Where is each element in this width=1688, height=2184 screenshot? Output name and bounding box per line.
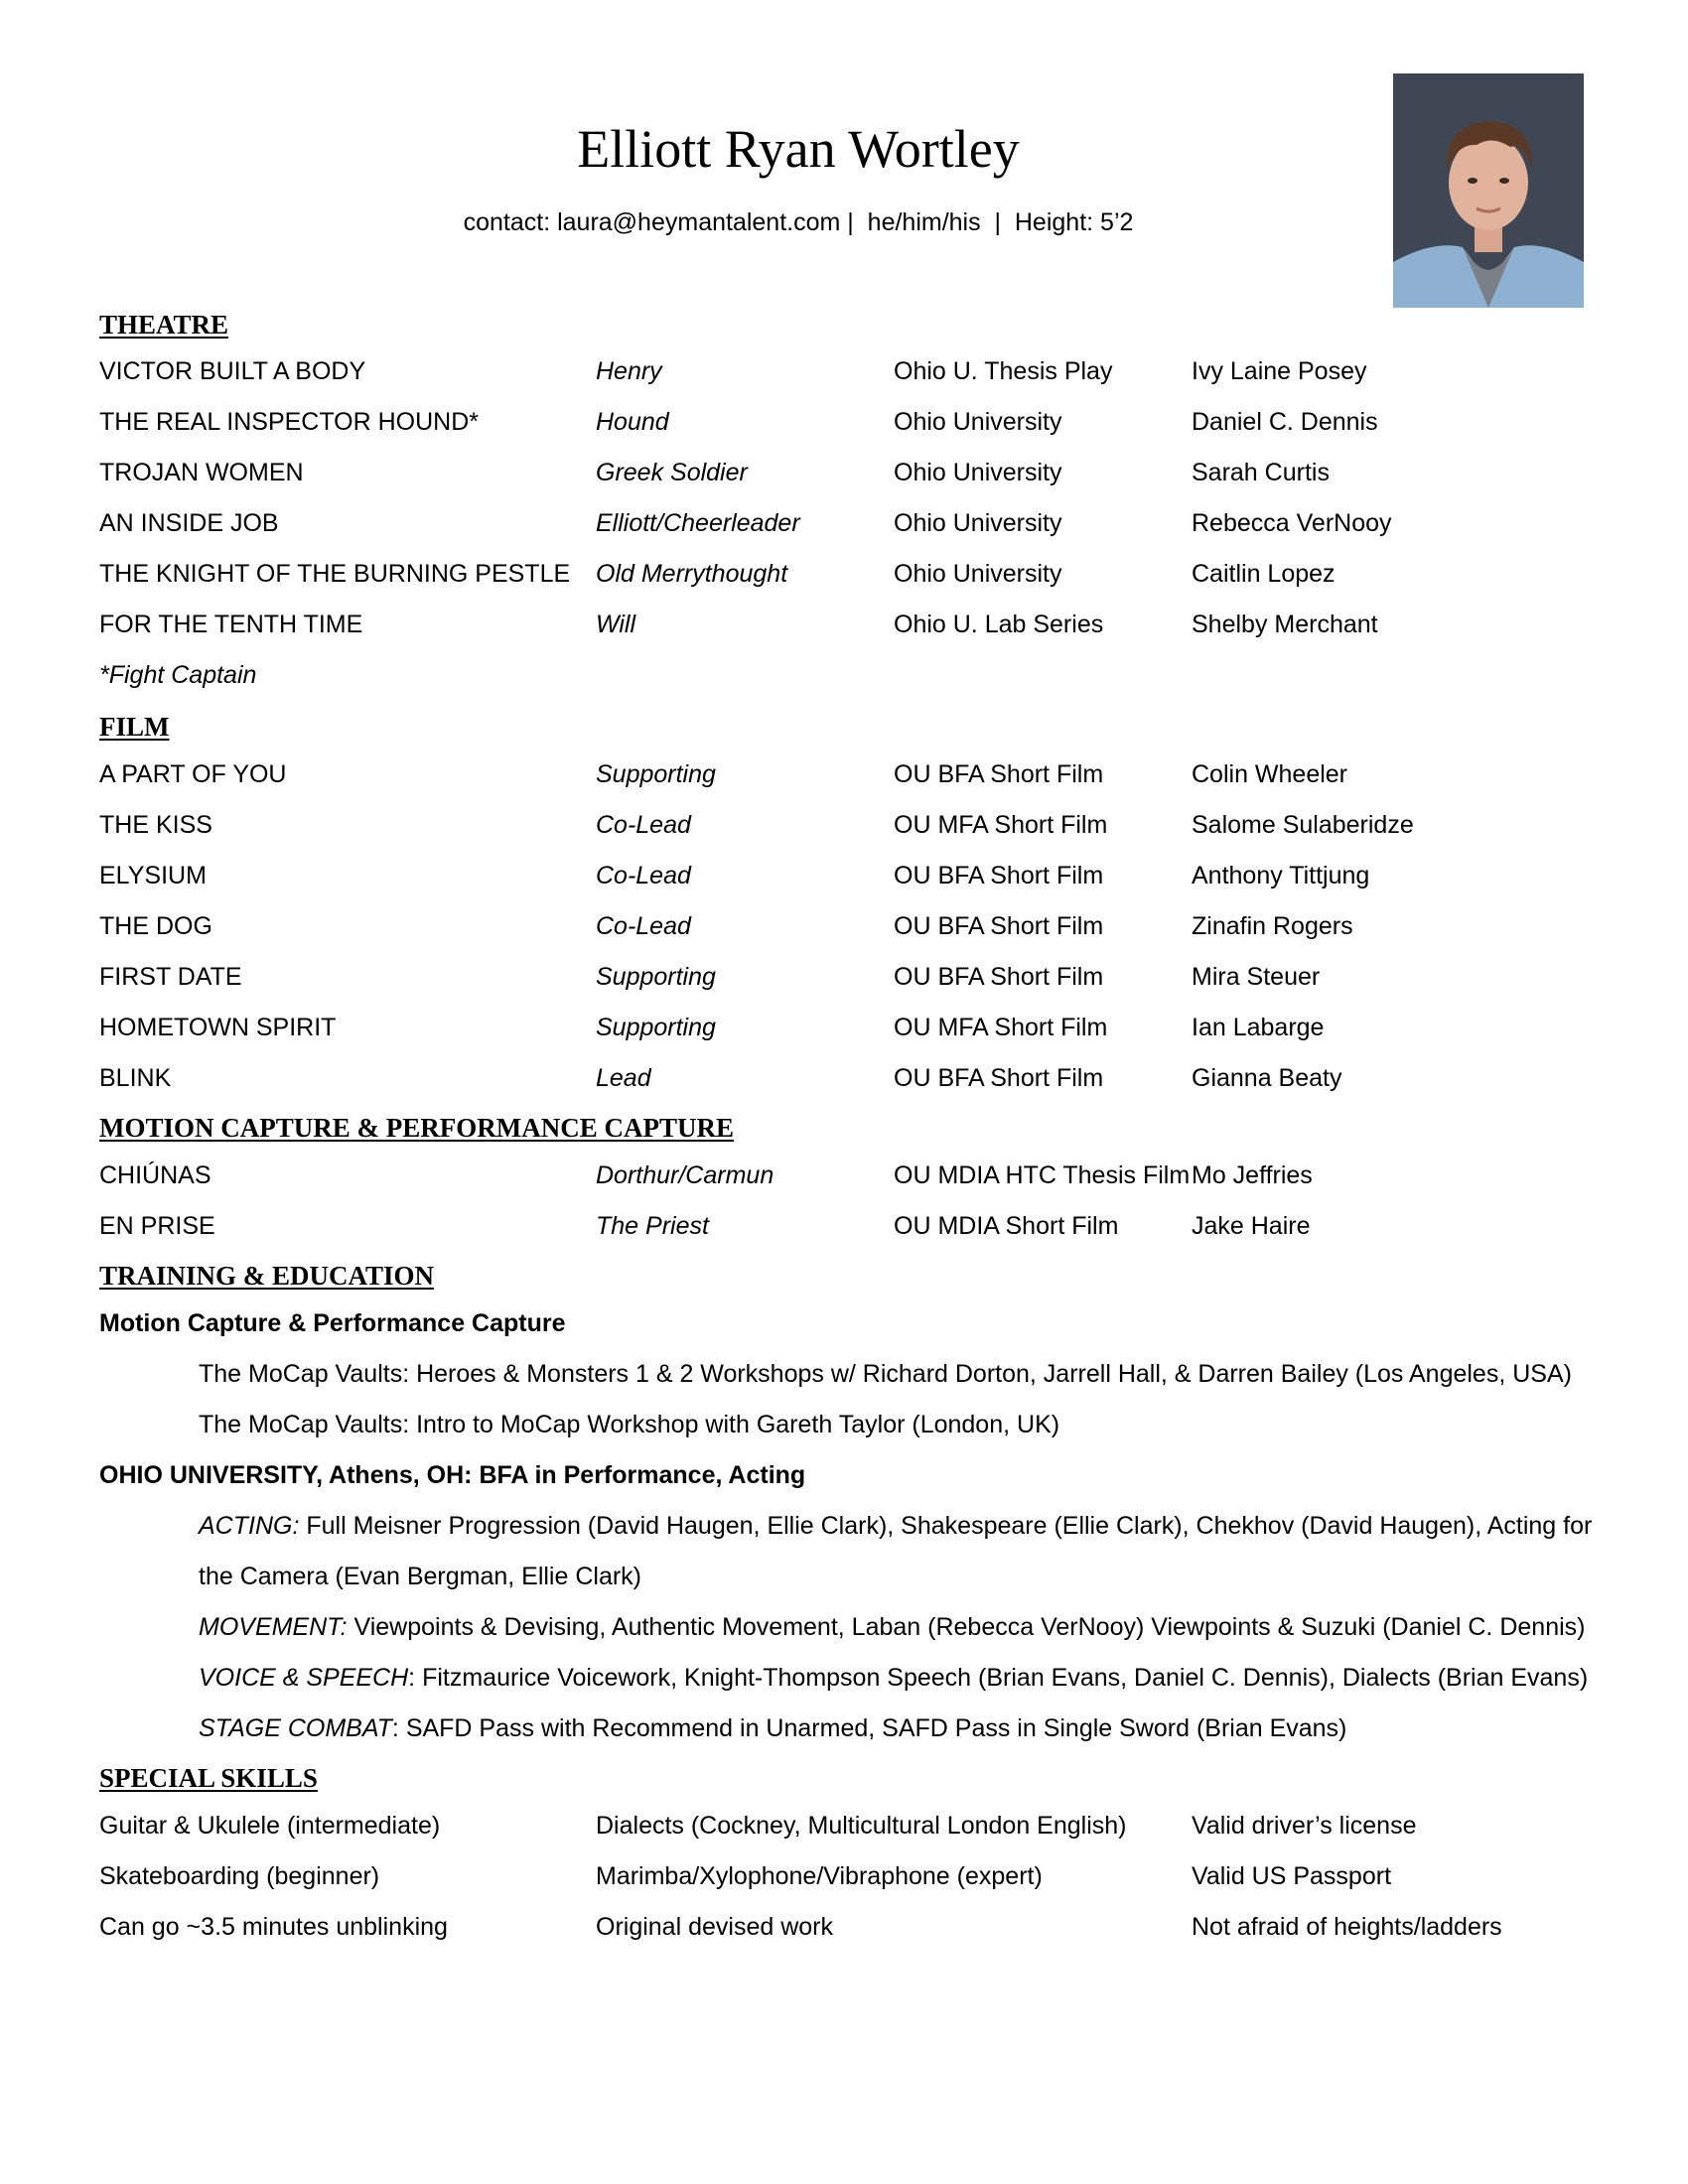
role: Co-Lead bbox=[596, 811, 691, 839]
production-title: EN PRISE bbox=[99, 1212, 215, 1240]
theatre-row bbox=[0, 505, 1688, 541]
movement-label: MOVEMENT: bbox=[199, 1613, 348, 1641]
role: Henry bbox=[596, 357, 662, 385]
skill-item: Valid driver’s license bbox=[1192, 1812, 1417, 1840]
director: Shelby Merchant bbox=[1192, 611, 1378, 638]
venue: OU MFA Short Film bbox=[894, 811, 1108, 839]
role: The Priest bbox=[596, 1212, 709, 1240]
venue: Ohio University bbox=[894, 459, 1062, 486]
production-title: BLINK bbox=[99, 1064, 172, 1092]
combat-label: STAGE COMBAT bbox=[199, 1714, 392, 1742]
venue: OU BFA Short Film bbox=[894, 912, 1104, 940]
venue: OU MDIA HTC Thesis Film bbox=[894, 1161, 1191, 1189]
section-title-training: TRAINING & EDUCATION bbox=[99, 1261, 435, 1291]
director: Mo Jeffries bbox=[1192, 1161, 1313, 1189]
production-title: HOMETOWN SPIRIT bbox=[99, 1014, 337, 1041]
headshot-photo bbox=[1393, 73, 1584, 308]
director: Jake Haire bbox=[1192, 1212, 1311, 1240]
venue: OU MDIA Short Film bbox=[894, 1212, 1119, 1240]
role: Elliott/Cheerleader bbox=[596, 509, 800, 537]
film-row bbox=[0, 908, 1688, 944]
section-title-skills: SPECIAL SKILLS bbox=[99, 1763, 318, 1793]
skill-item: Dialects (Cockney, Multicultural London English) bbox=[596, 1812, 1127, 1840]
venue: Ohio U. Lab Series bbox=[894, 611, 1104, 638]
role: Supporting bbox=[596, 963, 716, 991]
director: Ian Labarge bbox=[1192, 1014, 1325, 1041]
director: Daniel C. Dennis bbox=[1192, 408, 1378, 436]
headshot-illustration bbox=[1393, 73, 1584, 308]
venue: OU BFA Short Film bbox=[894, 1064, 1104, 1092]
ohio-university-heading: OHIO UNIVERSITY, Athens, OH: BFA in Performance, Acting bbox=[99, 1461, 806, 1489]
film-row bbox=[0, 858, 1688, 893]
combat-text: : SAFD Pass with Recommend in Unarmed, SAFD Pass in Single Sword (Brian Evans) bbox=[391, 1714, 1347, 1742]
venue: Ohio U. Thesis Play bbox=[894, 357, 1113, 385]
movement-text: Viewpoints & Devising, Authentic Movement, Laban (Rebecca VerNooy) Viewpoints & Suzuki (Daniel C. Dennis) bbox=[347, 1613, 1586, 1641]
film-row bbox=[0, 756, 1688, 792]
combat-training bbox=[199, 1710, 1346, 1746]
venue: Ohio University bbox=[894, 560, 1062, 588]
venue: Ohio University bbox=[894, 509, 1062, 537]
film-row bbox=[0, 1010, 1688, 1045]
movement-training bbox=[199, 1609, 1585, 1645]
training-item: The MoCap Vaults: Heroes & Monsters 1 & 2 Workshops w/ Richard Dorton, Jarrell Hall, & Darren Bailey (Los Angeles, USA) bbox=[199, 1360, 1572, 1388]
role: Hound bbox=[596, 408, 669, 436]
acting-training-continued: the Camera (Evan Bergman, Ellie Clark) bbox=[199, 1563, 641, 1590]
director: Zinafin Rogers bbox=[1192, 912, 1353, 940]
training-mocap-heading: Motion Capture & Performance Capture bbox=[99, 1309, 566, 1337]
role: Greek Soldier bbox=[596, 459, 748, 486]
theatre-row bbox=[0, 404, 1688, 440]
venue: Ohio University bbox=[894, 408, 1062, 436]
section-title-mocap: MOTION CAPTURE & PERFORMANCE CAPTURE bbox=[99, 1113, 734, 1143]
role: Dorthur/Carmun bbox=[596, 1161, 774, 1189]
director: Salome Sulaberidze bbox=[1192, 811, 1414, 839]
voice-label: VOICE & SPEECH bbox=[199, 1664, 409, 1692]
director: Ivy Laine Posey bbox=[1192, 357, 1367, 385]
mocap-row bbox=[0, 1158, 1688, 1193]
production-title: VICTOR BUILT A BODY bbox=[99, 357, 366, 385]
director: Colin Wheeler bbox=[1192, 760, 1348, 788]
theatre-row bbox=[0, 556, 1688, 592]
production-title: FIRST DATE bbox=[99, 963, 242, 991]
role: Supporting bbox=[596, 760, 716, 788]
production-title: ELYSIUM bbox=[99, 862, 207, 889]
acting-training bbox=[199, 1508, 1592, 1544]
director: Mira Steuer bbox=[1192, 963, 1321, 991]
production-title: A PART OF YOU bbox=[99, 760, 287, 788]
production-title: FOR THE TENTH TIME bbox=[99, 611, 363, 638]
film-row bbox=[0, 807, 1688, 843]
director: Sarah Curtis bbox=[1192, 459, 1330, 486]
voice-text: : Fitzmaurice Voicework, Knight-Thompson Speech (Brian Evans, Daniel C. Dennis), Dialects (Brian Evans) bbox=[408, 1664, 1589, 1692]
production-title: AN INSIDE JOB bbox=[99, 509, 279, 537]
director: Gianna Beaty bbox=[1192, 1064, 1342, 1092]
skill-item: Original devised work bbox=[596, 1913, 833, 1941]
voice-training bbox=[199, 1660, 1588, 1696]
skill-item: Guitar & Ukulele (intermediate) bbox=[99, 1812, 441, 1840]
section-title-theatre: THEATRE bbox=[99, 310, 229, 340]
production-title: TROJAN WOMEN bbox=[99, 459, 304, 486]
role: Supporting bbox=[596, 1014, 716, 1041]
skill-item: Skateboarding (beginner) bbox=[99, 1862, 380, 1890]
production-title: THE KNIGHT OF THE BURNING PESTLE bbox=[99, 560, 571, 588]
acting-label: ACTING: bbox=[199, 1512, 300, 1540]
film-row bbox=[0, 959, 1688, 995]
production-title: CHIÚNAS bbox=[99, 1161, 211, 1189]
fight-captain-note: *Fight Captain bbox=[99, 661, 257, 689]
production-title: THE REAL INSPECTOR HOUND* bbox=[99, 408, 480, 436]
skill-item: Not afraid of heights/ladders bbox=[1192, 1913, 1502, 1941]
role: Old Merrythought bbox=[596, 560, 788, 588]
venue: OU MFA Short Film bbox=[894, 1014, 1108, 1041]
mocap-row bbox=[0, 1208, 1688, 1244]
role: Co-Lead bbox=[596, 862, 691, 889]
director: Rebecca VerNooy bbox=[1192, 509, 1392, 537]
skill-item: Can go ~3.5 minutes unblinking bbox=[99, 1913, 448, 1941]
acting-text: Full Meisner Progression (David Haugen, Ellie Clark), Shakespeare (Ellie Clark), Chekhov (David Haugen), Acting for bbox=[299, 1512, 1593, 1540]
theatre-row bbox=[0, 353, 1688, 389]
film-row bbox=[0, 1060, 1688, 1096]
venue: OU BFA Short Film bbox=[894, 963, 1104, 991]
role: Co-Lead bbox=[596, 912, 691, 940]
director: Caitlin Lopez bbox=[1192, 560, 1336, 588]
director: Anthony Tittjung bbox=[1192, 862, 1370, 889]
venue: OU BFA Short Film bbox=[894, 760, 1104, 788]
production-title: THE DOG bbox=[99, 912, 212, 940]
theatre-row bbox=[0, 607, 1688, 642]
contact-line: contact: laura@heymantalent.com | he/him/his | Height: 5’2 bbox=[463, 208, 1134, 236]
venue: OU BFA Short Film bbox=[894, 862, 1104, 889]
actor-name: Elliott Ryan Wortley bbox=[577, 119, 1020, 179]
role: Will bbox=[596, 611, 636, 638]
skill-item: Marimba/Xylophone/Vibraphone (expert) bbox=[596, 1862, 1043, 1890]
training-item: The MoCap Vaults: Intro to MoCap Workshop with Gareth Taylor (London, UK) bbox=[199, 1411, 1060, 1438]
production-title: THE KISS bbox=[99, 811, 212, 839]
role: Lead bbox=[596, 1064, 651, 1092]
theatre-row bbox=[0, 455, 1688, 490]
section-title-film: FILM bbox=[99, 712, 170, 742]
skill-item: Valid US Passport bbox=[1192, 1862, 1392, 1890]
